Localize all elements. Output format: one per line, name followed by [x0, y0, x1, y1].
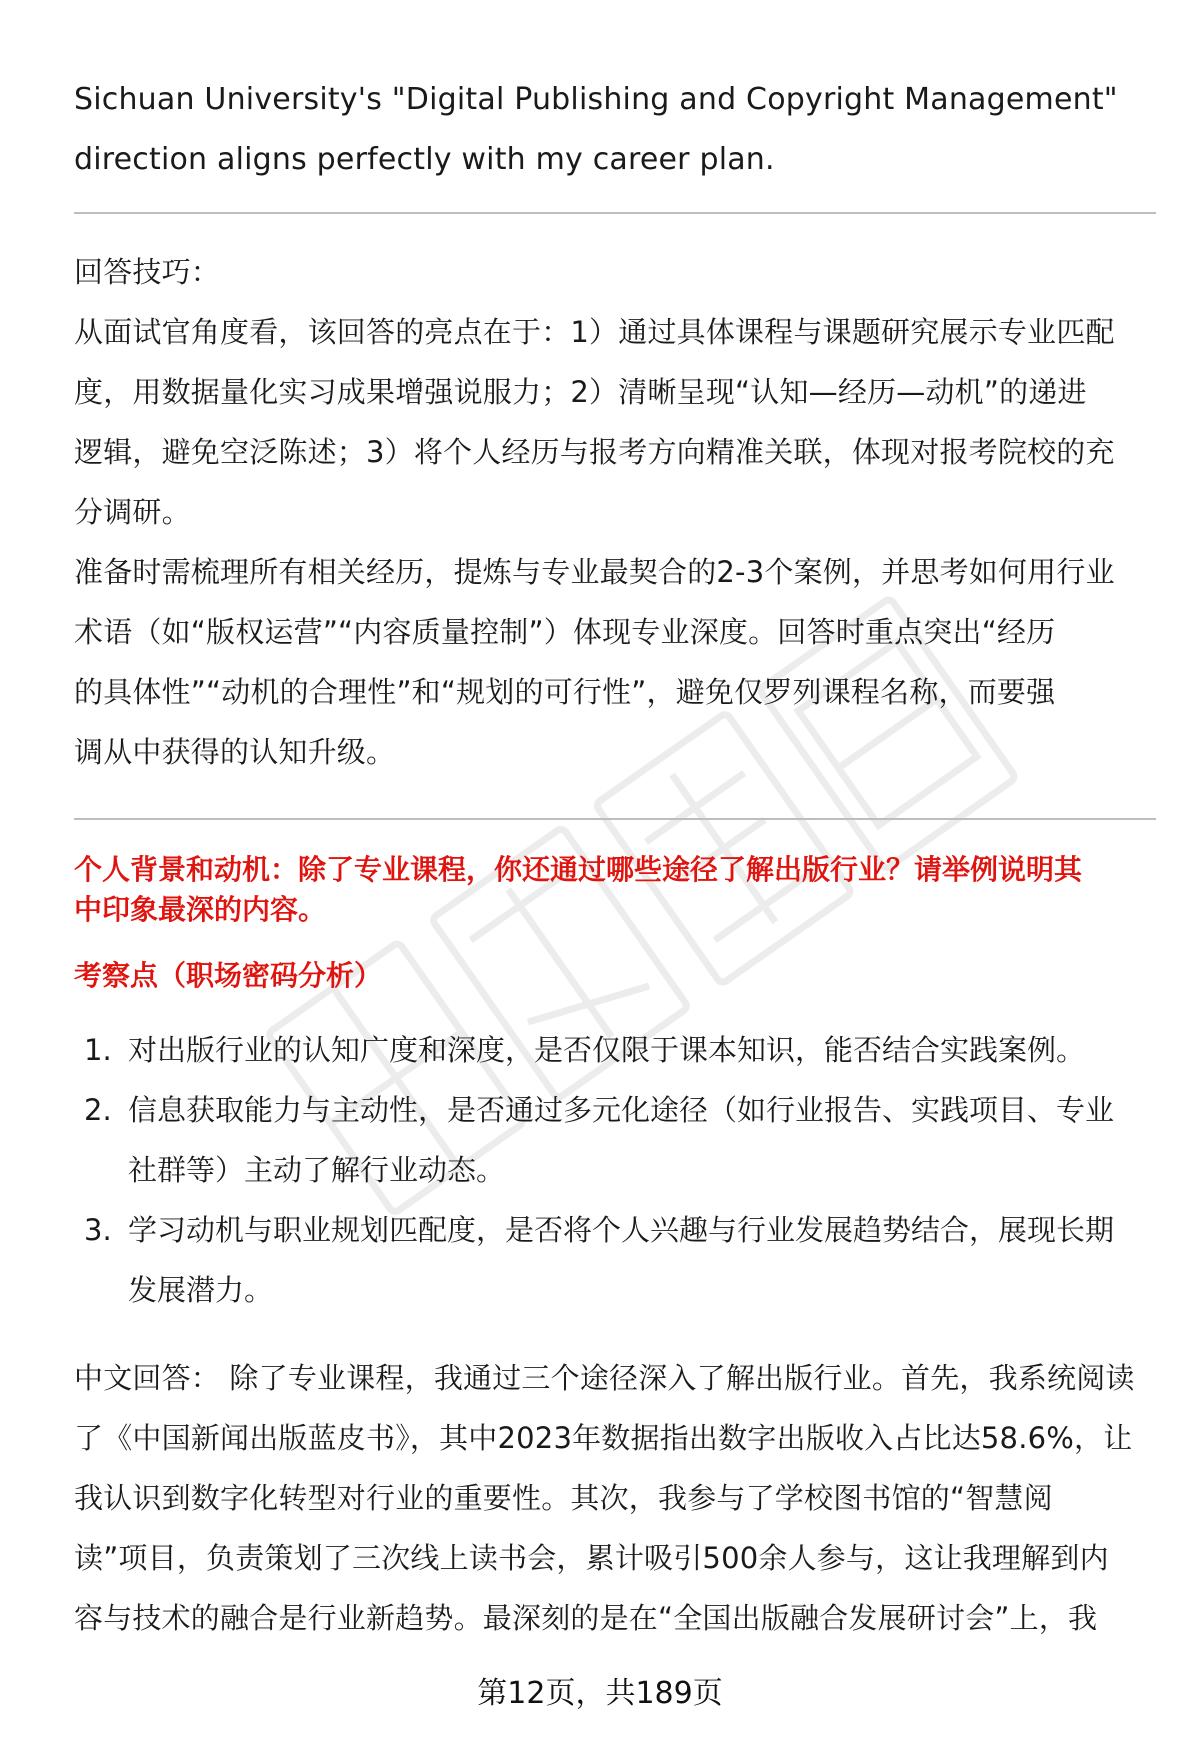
answer-line-5: 容与技术的融合是行业新趋势。最深刻的是在“全国出版融合发展研讨会”上，我: [74, 1601, 1098, 1635]
tips-paragraph-2: [74, 542, 1156, 782]
assessment-item-line-2: 发展潜力。: [128, 1273, 274, 1307]
tips-p1-line-3: 逻辑，避免空泛陈述；3）将个人经历与报考方向精准关联，体现对报考院校的充: [74, 435, 1115, 469]
assessment-list: [74, 1020, 1156, 1320]
answer-line-3: 我认识到数字化转型对行业的重要性。其次，我参与了学校图书馆的“智慧阅: [74, 1481, 1053, 1515]
tips-p2-line-1: 准备时需梳理所有相关经历，提炼与专业最契合的2-3个案例，并思考如何用行业: [74, 555, 1115, 589]
tips-p1-line-4: 分调研。: [74, 495, 191, 529]
assessment-item-line-1: 对出版行业的认知广度和深度，是否仅限于课本知识，能否结合实践案例。: [128, 1033, 1086, 1067]
tips-p1-line-1: 从面试官角度看，该回答的亮点在于：1）通过具体课程与课题研究展示专业匹配: [74, 315, 1115, 349]
assessment-item-line-1: 学习动机与职业规划匹配度，是否将个人兴趣与行业发展趋势结合，展现长期: [128, 1213, 1115, 1247]
intro-paragraph: [74, 70, 1156, 190]
answer-line-1: 中文回答： 除了专业课程，我通过三个途径深入了解出版行业。首先，我系统阅读: [74, 1361, 1135, 1395]
intro-line-2: direction aligns perfectly with my career plan.: [74, 142, 775, 177]
answer-paragraph: [74, 1348, 1156, 1648]
section-divider-1: [74, 212, 1156, 214]
question-line-2: 中印象最深的内容。: [74, 893, 327, 926]
tips-p1-line-2: 度，用数据量化实习成果增强说服力；2）清晰呈现“认知—经历—动机”的递进: [74, 375, 1087, 409]
assessment-item-number: 2.: [84, 1093, 112, 1127]
intro-line-1: Sichuan University's "Digital Publishing and Copyright Management": [74, 82, 1118, 117]
tips-p2-line-3: 的具体性”“动机的合理性”和“规划的可行性”，避免仅罗列课程名称，而要强: [74, 675, 1056, 709]
assessment-item-number: 3.: [84, 1213, 112, 1247]
assessment-item-line-1: 信息获取能力与主动性，是否通过多元化途径（如行业报告、实践项目、专业: [128, 1093, 1115, 1127]
question-heading: [74, 850, 1156, 930]
assessment-item: [74, 1080, 1156, 1200]
tips-p2-line-4: 调从中获得的认知升级。: [74, 735, 396, 769]
assessment-item-number: 1.: [84, 1033, 112, 1067]
tips-paragraph-1: [74, 302, 1156, 542]
page-footer: 第12页，共189页: [477, 1676, 723, 1711]
question-line-1: 个人背景和动机：除了专业课程，你还通过哪些途径了解出版行业？请举例说明其: [74, 853, 1083, 886]
assessment-item: [74, 1020, 1156, 1080]
assessment-item-line-2: 社群等）主动了解行业动态。: [128, 1153, 506, 1187]
tips-heading: 回答技巧：: [74, 255, 221, 289]
document-content: [74, 70, 1156, 1648]
answer-line-2: 了《中国新闻出版蓝皮书》，其中2023年数据指出数字出版收入占比达58.6%，让: [74, 1421, 1133, 1455]
assessment-heading: 考察点（职场密码分析）: [74, 959, 383, 992]
section-divider-2: [74, 818, 1156, 820]
answer-line-4: 读”项目，负责策划了三次线上读书会，累计吸引500余人参与，这让我理解到内: [74, 1541, 1109, 1575]
tips-p2-line-2: 术语（如“版权运营”“内容质量控制”）体现专业深度。回答时重点突出“经历: [74, 615, 1056, 649]
assessment-item: [74, 1200, 1156, 1320]
